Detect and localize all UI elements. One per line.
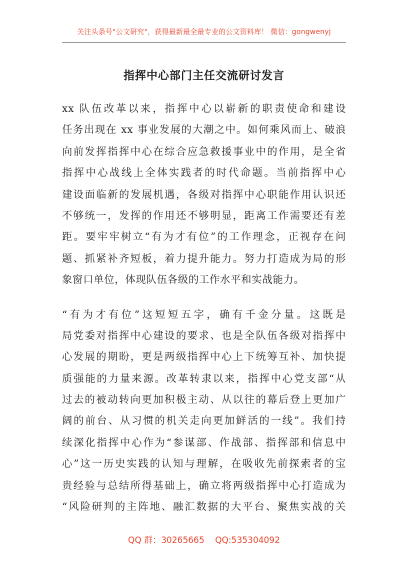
text-line: 续深化指挥中心作为“参谋部、作战部、指挥部和信息中 [62, 437, 346, 449]
text-line: 质强能的力量来源。改革转隶以来，指挥中心党支部“从 [62, 373, 346, 385]
document-body [62, 99, 346, 518]
text-line: 指挥中心战线上全体实践者的时代命题。当前指挥中心 [62, 168, 346, 180]
paragraph-spacer [62, 292, 346, 305]
footer-qq-group: QQ 群：30265665 [128, 536, 205, 546]
text-line: 心发展的期盼，更是两级指挥中心上下统筹互补、加快提 [62, 352, 346, 364]
text-line: 题、抓紧补齐短板，着力提升能力。努力打造成为局的形 [62, 253, 346, 265]
footer-contact [0, 534, 408, 546]
text-line: 过去的被动转向更加积极主动、从以往的幕后登上更加广 [62, 395, 346, 407]
text-line: 阔的前台、从习惯的机关走向更加鲜活的一线”。我们持 [62, 416, 346, 428]
text-line: “有为才有位”这短短五字，确有千金分量。这既是 [62, 309, 346, 321]
text-line: 心”这一历史实践的认知与理解，在吸收先前探索者的宝 [62, 459, 346, 471]
text-line: xx 队伍改革以来，指挥中心以崭新的职责使命和建设 [62, 104, 346, 115]
text-line: 贵经验与总结所得基础上，确立将两级指挥中心打造成为 [62, 480, 346, 492]
text-line: 象窗口单位，体现队伍各级的工作水平和实战能力。 [62, 275, 305, 287]
header-banner: 关注头条号"公文研究"，获得最新最全最专业的公文资料库！ 微信：gongwenyj [77, 28, 331, 36]
text-line: 距。要牢牢树立“有为才有位”的工作理念，正视存在问 [62, 232, 346, 244]
text-line: 向前发挥指挥中心在综合应急救援事业中的作用，是全省 [62, 146, 346, 158]
paragraph-2 [62, 305, 346, 519]
header-divider [62, 42, 346, 43]
text-line: 建设面临新的发展机遇，各级对指挥中心职能作用认识还 [62, 189, 346, 201]
text-line: 不够统一，发挥的作用还不够明显，距离工作需要还有差 [62, 210, 346, 222]
page-title: 指挥中心部门主任交流研讨发言 [123, 69, 285, 82]
paragraph-1 [62, 99, 346, 292]
text-line: “风险研判的主阵地、融汇数据的大平台、聚焦实战的关 [62, 502, 346, 514]
text-line: 任务出现在 xx 事业发展的大潮之中。如何乘风而上、破浪 [62, 125, 346, 137]
footer-qq: QQ:535304092 [215, 536, 280, 546]
text-line: 局党委对指挥中心建设的要求、也是全队伍各级对指挥中 [62, 330, 346, 342]
